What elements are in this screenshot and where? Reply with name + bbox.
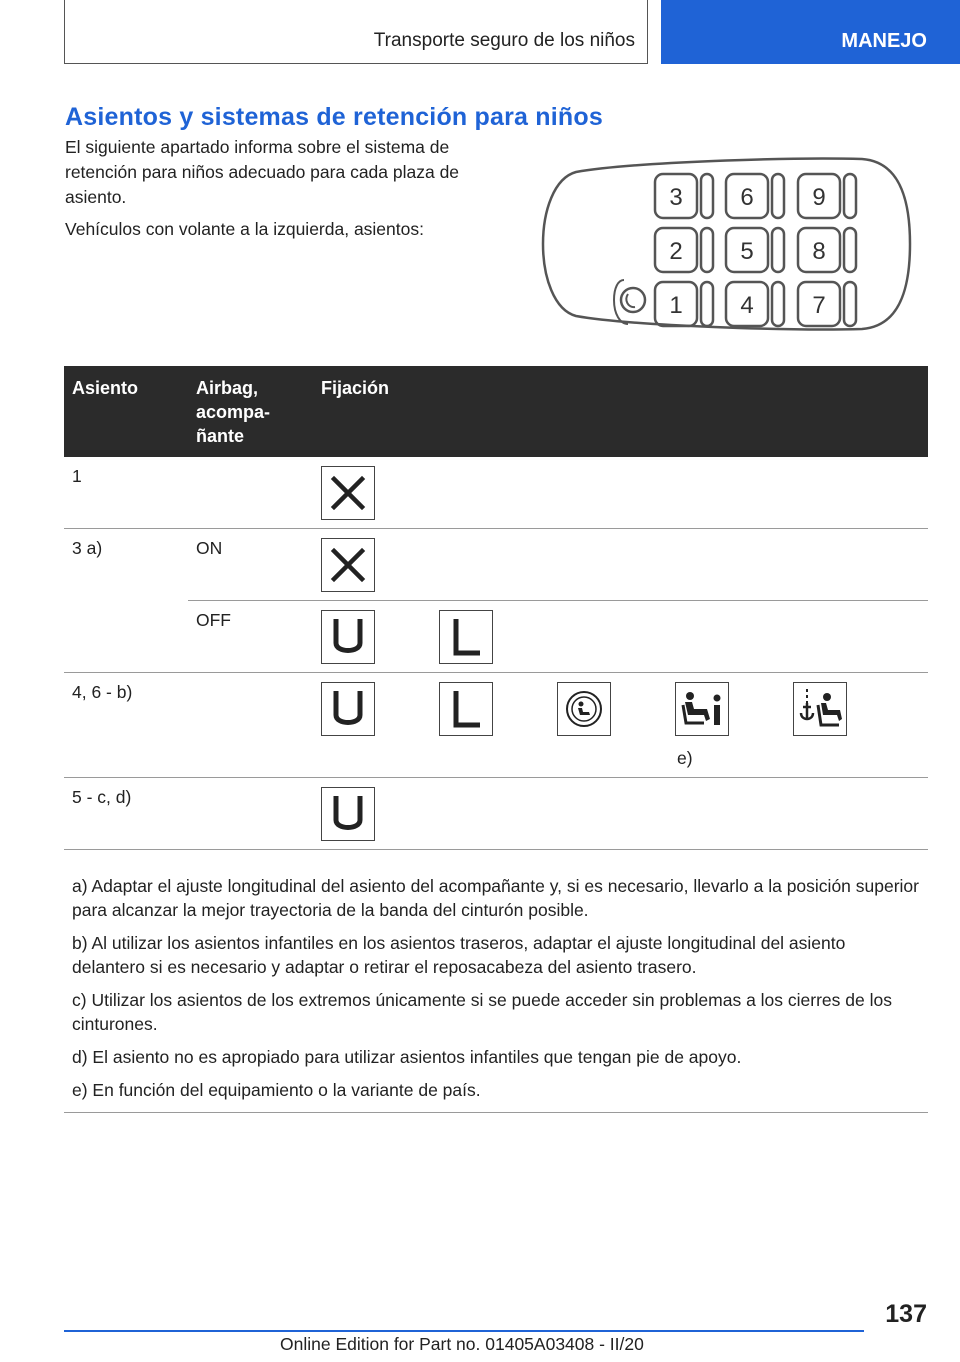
table-row: [64, 529, 928, 601]
seat-box: [726, 174, 784, 218]
table-row: [64, 457, 928, 529]
airbag-cell: [188, 778, 313, 850]
seat-cell: 1: [64, 457, 188, 529]
seat-number: 7: [812, 292, 826, 319]
fixation-cell: [313, 529, 928, 601]
footnote: b) Al utilizar los asientos infantiles en los asientos traseros, adaptar el ajuste longitudinal del asiento delantero si es necesario y adaptar o retirar el reposacabeza del asiento trasero.: [72, 933, 846, 977]
seat-box: [798, 174, 856, 218]
seat-box: [726, 228, 784, 272]
seat-number: 8: [812, 238, 826, 265]
seat-fixation-table: [64, 366, 928, 850]
seat-number: 1: [669, 292, 683, 319]
section-title: Transporte seguro de los niños: [373, 30, 635, 51]
fixation-cell: [313, 778, 928, 850]
seat-cell: 3 a): [72, 538, 103, 558]
airbag-cell: [188, 673, 313, 778]
chapter-label: MANEJO: [841, 30, 927, 52]
chapter-tab[interactable]: [661, 0, 960, 64]
intro-paragraph: Vehículos con volante a la izquierda, asientos:: [65, 219, 424, 239]
col-header-airbag-line1: Airbag,: [196, 378, 259, 398]
seat-number: 6: [740, 184, 754, 211]
table-row: [64, 778, 928, 850]
isofix-anchor-seat-icon: [793, 682, 847, 736]
intro-paragraph: El siguiente apartado informa sobre el sistema de retención para niños adecuado para cada plaza de asiento.: [65, 137, 460, 207]
not-suitable-x-icon: [321, 466, 375, 520]
footnote: a) Adaptar el ajuste longitudinal del asiento del acompañante y, si es necesario, llevarlo a la posición superior para alcanzar la mejor trayectoria de la banda del cinturón posible.: [72, 876, 919, 920]
table-row: [64, 673, 928, 778]
footer-edition: Online Edition for Part no. 01405A03408 - II/20: [280, 1334, 644, 1354]
fixation-cell: [313, 601, 928, 673]
table-header-row: [64, 366, 928, 457]
seat-cell: 5 - c, d): [64, 778, 188, 850]
header-section-box: [64, 0, 648, 64]
intro-text: [65, 135, 465, 249]
page-number: 137: [885, 1300, 927, 1328]
fixation-cell: [313, 457, 928, 529]
seat-number: 3: [669, 184, 683, 211]
col-header-seat: Asiento: [64, 366, 188, 457]
seat-cell: 4, 6 - b): [64, 673, 188, 778]
col-header-airbag-line2: acompa-: [196, 402, 271, 422]
seat-box: [655, 228, 713, 272]
not-suitable-x-icon: [321, 538, 375, 592]
seat-number: 5: [740, 238, 754, 265]
seat-cell: [64, 601, 188, 673]
seat-number: 2: [669, 238, 683, 265]
airbag-cell: ON: [188, 529, 313, 601]
col-header-fixation: Fijación: [313, 366, 928, 457]
footnotes: [64, 866, 928, 1113]
col-header-airbag-line3: ñante: [196, 426, 245, 446]
icon-footnote-ref: e): [677, 748, 693, 768]
seat-box: [655, 174, 713, 218]
seat-number: 9: [812, 184, 826, 211]
universal-u-icon: [321, 682, 375, 736]
semi-universal-l-icon: [439, 610, 493, 664]
isize-seat-icon: [675, 682, 729, 736]
universal-u-icon: [321, 610, 375, 664]
fixation-cell: [313, 673, 928, 778]
seat-number: 4: [740, 292, 754, 319]
seat-box: [798, 282, 856, 326]
col-header-airbag: [188, 366, 313, 457]
steering-wheel-icon: [621, 288, 645, 312]
airbag-cell: [188, 457, 313, 529]
semi-universal-l-icon: [439, 682, 493, 736]
page-heading: Asientos y sistemas de retención para niños: [65, 103, 603, 131]
table-row: [64, 601, 928, 673]
footnote: c) Utilizar los asientos de los extremos únicamente si se puede acceder sin problemas a los cierres de los cinturones.: [72, 990, 892, 1034]
footer-rule: [64, 1330, 864, 1332]
footnote: d) El asiento no es apropiado para utilizar asientos infantiles que tengan pie de apoyo.: [72, 1047, 742, 1067]
seat-box: [798, 228, 856, 272]
seat-box: [655, 282, 713, 326]
child-seat-circle-icon: [557, 682, 611, 736]
universal-u-icon: [321, 787, 375, 841]
airbag-cell: OFF: [188, 601, 313, 673]
seat-box: [726, 282, 784, 326]
seat-layout-diagram: [532, 154, 912, 334]
footnote: e) En función del equipamiento o la variante de país.: [72, 1080, 481, 1100]
